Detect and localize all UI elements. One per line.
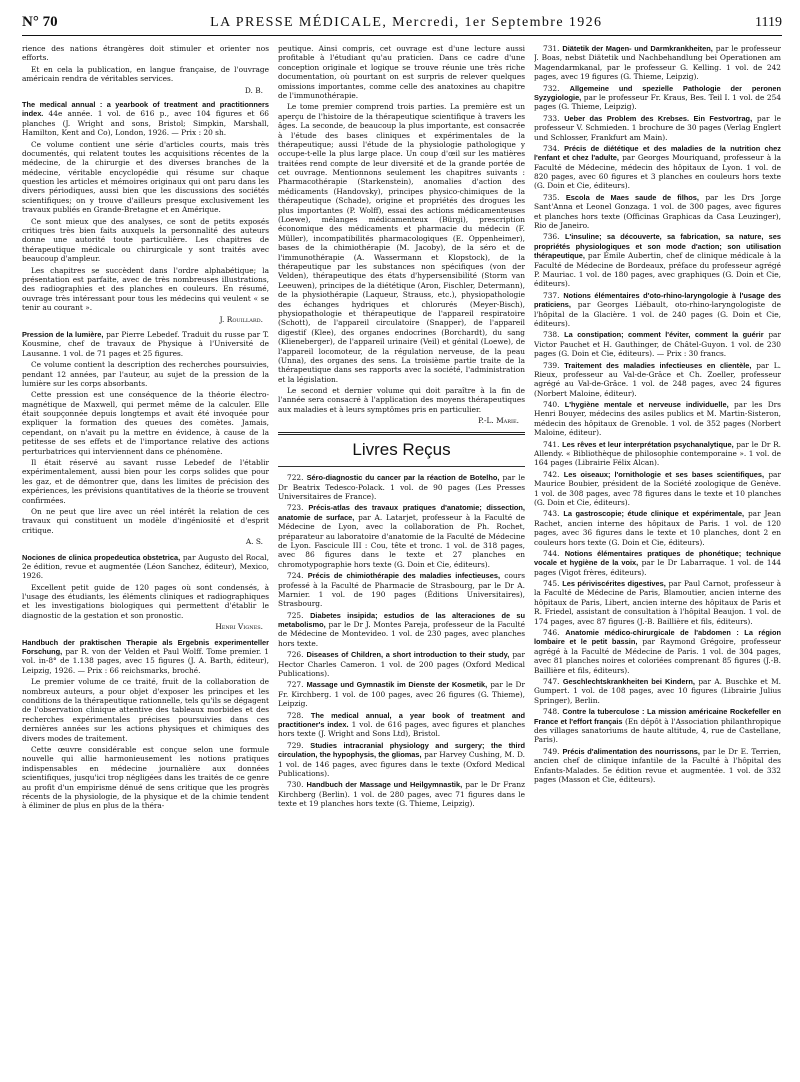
review-details: par R. von der Velden et Paul Wolff. Tome premier. 1 vol. in-8° de 1.138 pages, avec 15 figures (J. A. Barth, éditeur), Leipzig, 1926. — Prix : 66 reichsmarks, broché.: [22, 647, 269, 675]
entry-number: 727.: [287, 680, 304, 690]
entry-details: par le professeur Fr. Kraus, Bes. Teil I. 1 vol. de 254 pages (G. Thieme, Leipzig).: [534, 92, 781, 112]
entry-title: Diabetes insipida; estudios de las alteraciones de su metabolismo,: [278, 610, 525, 630]
book-entry: [534, 470, 781, 508]
paragraph: Et en cela la publication, en langue française, de l'ouvrage américain rendra de véritables services.: [22, 64, 269, 84]
entry-details: par le Dr J. Montes Pareja, professeur de la Faculté de Médecine de Montevideo. 1 vol. de 230 pages, avec planches hors texte.: [278, 620, 525, 648]
entry-details: par Hector Charles Cameron. 1 vol. de 200 pages (Oxford Medical Publications).: [278, 650, 525, 679]
section-divider: [278, 432, 525, 435]
review-paragraph: Cette œuvre considérable est conçue selon une formule nouvelle qui allie harmonieusement les notions pratiques indispensables en médecine journalière aux données scientifiques, jusqu'ici trop négligées dans les traités de ce genre au profit d'un empirisme dénué de sens critique que les progrès récents de la physiologie, de la physique et de la chimie tendent à éliminer de plus en plus de la théra-: [22, 744, 269, 811]
entry-title: La gastroscopie; étude clinique et expérimentale,: [563, 509, 745, 519]
entry-number: 749.: [543, 746, 560, 756]
entry-details: par le Dr Fr. Kirchberg. 1 vol. de 100 pages, avec 26 figures (G. Thieme), Leipzig.: [278, 680, 525, 709]
entry-number: 726.: [287, 650, 304, 660]
entry-number: 722.: [287, 473, 304, 483]
entry-title: Précis de chimiothérapie des maladies infectieuses,: [307, 571, 501, 581]
book-entry: [534, 144, 781, 191]
entry-title: Massage und Gymnastik im Dienste der Kosmetik,: [306, 680, 488, 690]
entry-details: cours professé à la Faculté de Pharmacie de Strasbourg, par le Dr A. Marnier. 1 vol. de 190 pages (Éditions Universitaires), Strasbourg.: [278, 571, 525, 609]
review-paragraph: Le premier volume de ce traité, fruit de la collaboration de nombreux auteurs, a pour objet d'exposer les principes et les conditions de la thérapeutique rationnelle, tels qu'ils se dégagent de l'observation clinique attentive des tableaux morbides et des recherches expérimentales précises poursuivies dans ces dernières années sur les actions physiques et chimiques des divers modes de traitement.: [22, 677, 269, 743]
book-entry: [278, 780, 525, 808]
entry-details: par Georges Mouriquand, professeur à la Faculté de Médecine, médecin des hôpitaux de Lyon. 1 vol. de 820 pages, avec 60 figures et 3 planches en couleurs hors texte (G. Doin et Cie, éditeurs).: [534, 153, 781, 191]
entry-title: Notions élémentaires pratiques de phonétique; technique vocale et hygiène de la voix,: [534, 548, 781, 568]
book-entry: [534, 44, 781, 82]
entry-title: Escola de Maes saude de filhos,: [565, 192, 699, 202]
book-entry: [534, 193, 781, 231]
review-signature: A. S.: [245, 537, 263, 547]
entry-title: Traitement des maladies infectieuses en clientèle,: [564, 360, 752, 370]
entry-details: par Raymond Grégoire, professeur agrégé à la Faculté de Médecine de Paris. 1 vol. de 304 pages, avec 81 planches noires et coloriées comprenant 85 figures (J.-B. Baillière et fils, éditeurs).: [534, 637, 781, 675]
column-reviews: [22, 44, 269, 1072]
entry-number: 745.: [543, 579, 560, 589]
book-entry: [534, 232, 781, 288]
review-title: The medical annual : a yearbook of treatment and practitionners index.: [22, 99, 269, 119]
columns: [22, 44, 782, 1072]
entry-title: The medical annual, a year book of treatment and practitioner's index.: [278, 710, 525, 729]
entry-details: par les Drs Jorge Sant'Anna et Leonel Gonzaga. 1 vol. de 300 pages, avec figures et planches hors texte (Officinas Graphicas da Casa Leuzinger), Rio de Janeiro.: [534, 192, 781, 231]
entry-details: par Jean Rachet, ancien interne des hôpitaux de Paris. 1 vol. de 120 pages, avec 36 figures dans le texte et 10 planches, dont 2 en couleurs hors texte (G. Doin et Cie, éditeurs).: [534, 509, 781, 547]
review-title: Handbuch der praktischen Therapie als Ergebnis experimenteller Forschung,: [22, 637, 269, 657]
entry-title: Studies intracranial physiology and surgery; the third circulation, the hypophysis, the gliomas,: [278, 740, 525, 760]
entry-details: par Paul Carnot, professeur à la Faculté de Médecine de Paris, Blamoutier, ancien interne des hôpitaux de Paris, Libert, ancien interne des hôpitaux de Paris et R. Friedel, assistant de consultation à l'hôpital Beaujon. 1 vol. de 174 pages, avec 87 figures (J.-B. Baillière et fils, éditeurs).: [534, 579, 781, 626]
paragraph: peutique. Ainsi compris, cet ouvrage est d'une lecture aussi profitable à l'étudiant qu'au praticien. Dans ce cadre d'une conception originale et logique se trouve réunie une très riche documentation, où pourtant on est surpris de relever quelques omissions importantes, comme celle des anatoxines au chapitre de l'immunothérapie.: [278, 44, 525, 100]
entry-number: 741.: [543, 439, 560, 449]
page-header: [22, 14, 782, 36]
review-details: 44e année. 1 vol. de 616 p., avec 104 figures et 66 planches (J. Wright and sons, Bristol; Simpkin, Marshall, Hamilton, Kent and Co), London, 1926. — Prix : 20 sh.: [22, 109, 269, 138]
entry-number: 731.: [543, 44, 560, 53]
entry-details: par les Drs Henri Bouyer, médecins des asiles publics et M. Martin-Sisteron, médecin des hôpitaux de Grenoble. 1 vol. de 352 pages (Norbert Maloine, éditeur).: [534, 400, 781, 438]
review-citation: [22, 553, 269, 581]
entry-number: 748.: [543, 707, 560, 717]
entry-number: 735.: [543, 192, 560, 202]
entry-details: par Harvey Cushing, M. D. 1 vol. de 146 pages, avec figures dans le texte (Oxford Medical Publications).: [278, 750, 525, 778]
review-item: [22, 553, 269, 632]
entry-details: par le Dr Beatrix Tedesco-Polack. 1 vol. de 90 pages (Les Presses Universitaires de France).: [278, 473, 525, 501]
entry-number: 734.: [543, 143, 560, 153]
review-title: Nociones de clinica propedeutica obstetrica,: [22, 552, 181, 562]
book-entry: [534, 549, 781, 577]
entry-details: par le Dr E. Terrien, ancien chef de clinique infantile de la Faculté à l'hôpital des Enfants-Malades. 5e édition revue et augmentée. 1 vol. de 332 pages (Masson et Cie, éditeurs).: [534, 746, 781, 784]
book-entry: [278, 711, 525, 739]
review-item: [22, 330, 269, 547]
review-paragraph: Excellent petit guide de 120 pages où sont condensés, à l'usage des étudiants, les éléments cliniques et radiographiques et les investigations biologiques qui permettent d'établir le diagnostic de la gestation et son pronostic.: [22, 582, 269, 620]
review-item: [22, 100, 269, 324]
entry-title: Diseases of Children, a short introduction to their study,: [306, 650, 510, 660]
book-entry: [534, 361, 781, 399]
paragraph: Le second et dernier volume qui doit paraître à la fin de l'année sera consacré à l'application des moyens thérapeutiques aux maladies et à leurs symptômes pris en particulier.: [278, 386, 525, 414]
book-entry: [534, 440, 781, 468]
entry-details: (En dépôt à l'Association philanthropique des villages sanatoriums de haute altitude, 4, rue de Castellane, Paris).: [534, 716, 781, 745]
entry-details: par le Dr Franz Kirchberg (Berlin). 1 vol. de 280 pages, avec 71 figures dans le texte et 19 planches hors texte (G. Thieme, Leipzig).: [278, 780, 525, 809]
entry-title: Les périviscérites digestives,: [562, 579, 666, 589]
entry-number: 747.: [543, 677, 560, 686]
entry-title: Diätetik der Magen- und Darmkrankheiten,: [562, 44, 713, 53]
column-reviews-continued: [278, 44, 525, 1072]
entry-details: par Victor Pauchet et H. Gauthinger, de Châtel-Guyon. 1 vol. de 230 pages (G. Doin et Cie, éditeurs). — Prix : 30 francs.: [534, 330, 781, 359]
entry-title: Précis de diététique et des maladies de la nutrition chez l'enfant et chez l'adulte,: [534, 143, 781, 163]
entry-details: par A. Buschke et M. Gumpert. 1 vol. de 108 pages, avec 10 figures (Librairie Julius Springer), Berlin.: [534, 677, 781, 705]
review-signature: J. Rouillard.: [219, 314, 263, 324]
review-citation: [22, 330, 269, 358]
page-number: 1119: [755, 15, 782, 30]
entry-title: Les rêves et leur interprétation psychanalytique,: [562, 439, 734, 449]
review-paragraph: Ce volume contient la description des recherches poursuivies, pendant 12 années, par l'auteur, au sujet de la pression de la lumière sur les corps absorbants.: [22, 360, 269, 388]
entry-details: par le professeur V. Schmieden. 1 brochure de 30 pages (Verlag Englert und Schlosser, Frankfurt am Main).: [534, 113, 781, 142]
entry-details: par Maurice Boubier, président de la Société zoologique de Genève. 1 vol. de 308 pages, avec 78 figures dans le texte et 10 planches (G. Doin et Cie, éditeurs).: [534, 469, 781, 507]
entry-title: Ueber das Problem des Krebses. Ein Festvortrag,: [564, 113, 753, 123]
entry-number: 738.: [543, 330, 560, 340]
entry-title: Notions élémentaires d'oto-rhino-laryngologie à l'usage des praticiens,: [534, 290, 781, 310]
book-entry: [534, 707, 781, 745]
entry-number: 736.: [543, 232, 560, 242]
entry-number: 740.: [543, 400, 560, 410]
entry-title: Allgemeine und spezielle Pathologie der peronen Syzygiologie,: [534, 83, 781, 102]
entry-title: L'insuline; sa découverte, sa fabrication, sa nature, ses propriétés physiologiques et son mode d'action; son utilisation thérapeutique,: [534, 232, 781, 261]
book-entry: [534, 330, 781, 358]
book-entry: [278, 571, 525, 609]
entry-title: L'hygiène mentale et nerveuse individuelle,: [564, 400, 729, 410]
section-divider: [278, 466, 525, 467]
entry-number: 728.: [287, 710, 304, 720]
review-details: par Pierre Lebedef. Traduit du russe par T. Kousmine, chef de travaux de Physique à l'Université de Lausanne. 1 vol. de 71 pages et 25 figures.: [22, 329, 269, 358]
entry-details: par le professeur J. Boas, nebst Diätetik und Nachbehandlung bei Operationen am Magendarmkanal, par le professeur G. Kelling. 1 vol. de 242 pages, avec 19 figures (G. Thieme, Leipzig).: [534, 44, 781, 82]
book-entry: [534, 509, 781, 547]
book-entry: [534, 114, 781, 142]
review-title: Pression de la lumière,: [22, 329, 104, 339]
entry-title: Précis d'alimentation des nourrissons,: [562, 746, 700, 756]
book-entry: [278, 680, 525, 708]
entry-details: par le Dr Labarraque. 1 vol. de 144 pages (Vigot frères, éditeurs).: [534, 558, 781, 577]
entry-details: par Émile Aubertin, chef de clinique médicale à la Faculté de Médecine de Bordeaux, préface du professeur agrégé P. Mauriac. 1 vol. de 180 pages, avec graphiques (G. Doin et Cie, éditeurs).: [534, 251, 781, 289]
entry-title: La constipation; comment l'éviter, comment la guérir: [564, 330, 764, 340]
review-paragraph: Ce sont mieux que des analyses, ce sont de petits exposés critiques très bien faits auxquels la personnalité des auteurs donne une autorité toute particulière. Les chapitres de thérapeutique médicale ou chirurgicale y sont traités avec beaucoup d'ampleur.: [22, 216, 269, 264]
book-entry: [534, 291, 781, 329]
review-paragraph: Cette pression est une conséquence de la théorie électro-magnétique de Maxwell, qui permet même de la calculer. Elle était soupçonnée depuis longtemps et avait été invoquée pour expliquer la formation des queues des comètes. Jamais, cependant, on n'avait pu la mettre en évidence, à cause de la petitesse de ses effets et de l'importance relative des actions perturbatrices qui interviennent dans ce phénomène.: [22, 390, 269, 456]
journal-title: LA PRESSE MÉDICALE, Mercredi, 1er Septembre 1926: [210, 15, 603, 30]
entry-details: par le Dr R. Allendy. « Bibliothèque de philosophie contemporaine ». 1 vol. de 164 pages (Librairie Félix Alcan).: [534, 439, 781, 468]
entry-number: 729.: [287, 740, 304, 750]
entry-number: 737.: [543, 290, 560, 300]
review-paragraph: Ce volume contient une série d'articles courts, mais très documentés, qui relatent toutes les acquisitions récentes de la médecine, de la chirurgie et des diverses branches de la médecine, véritable encyclopédie qui résume sur chaque question les articles et mémoires originaux qui ont paru dans les divers périodiques, aussi bien que les discussions des sociétés scientifiques; on y trouve d'ailleurs presque exclusivement les travaux publiés en Grande-Bretagne et en Amérique.: [22, 139, 269, 215]
entry-title: Précis-atlas des travaux pratiques d'anatomie; dissection, anatomie de surface,: [278, 503, 525, 522]
entry-details: par L. Rieux, professeur au Val-de-Grâce et Ch. Zoeller, professeur agrégé au Val-de-Grâce. 1 vol. de 248 pages, avec 24 figures (Norbert Maloine, éditeur).: [534, 360, 781, 398]
entry-number: 743.: [543, 509, 560, 519]
book-entry: [534, 677, 781, 705]
paragraph: rience des nations étrangères doit stimuler et orienter nos efforts.: [22, 44, 269, 63]
entry-title: Les oiseaux; l'ornithologie et ses bases scientifiques,: [563, 469, 765, 479]
entry-number: 746.: [543, 628, 560, 638]
book-entry: [534, 628, 781, 675]
book-entry: [534, 400, 781, 438]
review-signature: D. B.: [244, 85, 263, 95]
entry-number: 742.: [543, 469, 560, 479]
review-item: [22, 638, 269, 811]
entry-details: par Georges Liébault, oto-rhino-laryngologiste de l'hôpital de la Glacière. 1 vol. de 240 pages (G. Doin et Cie, éditeurs).: [534, 300, 781, 328]
review-signature: P.-L. Marie.: [478, 416, 519, 426]
book-entry: [278, 473, 525, 501]
book-entry: [534, 579, 781, 626]
book-entry: [278, 741, 525, 779]
entry-number: 725.: [287, 610, 304, 620]
entry-number: 723.: [287, 503, 304, 513]
review-paragraph: On ne peut que lire avec un réel intérêt la relation de ces travaux qui constituent un modèle d'ingéniosité et d'esprit critique.: [22, 506, 269, 535]
entry-number: 724.: [287, 571, 304, 581]
entry-number: 733.: [543, 113, 560, 123]
review-paragraph: Les chapitres se succèdent dans l'ordre alphabétique; la présentation est parfaite, avec de très nombreuses illustrations, des radiographies et des planches en couleurs. En résumé, ouvrage très intéressant pour tous les médecins qui veulent « se tenir au courant ».: [22, 265, 269, 313]
entry-title: Geschlechtskrankheiten bei Kindern,: [562, 677, 695, 686]
entry-number: 739.: [543, 360, 560, 370]
paragraph: Le tome premier comprend trois parties. La première est un aperçu de l'histoire de la thérapeutique scientifique à travers les âges. La seconde, de beaucoup la plus importante, est consacrée à l'étude des bases cliniques et expérimentales de la thérapeutique; aussi l'étude de la physiologie pathologique y occupe-t-elle la plus large place. Un coup d'œil sur les matières traitées rend compte de leur diversité et de la grande portée de cet ouvrage. Mentionnons seulement les chapitres suivants : Pharmacothérapie (Starkenstein), anomalies d'action des médicaments (Handovsky), principes physico-chimiques de la thérapeutique (Schade), origine et propriétés des drogues les plus importantes (P. Wolff), essai des actions médicamenteuses (Loewe), mélanges médicamenteux (Bürgi), prescription économique des médicaments et pharmacie du médecin (F. Müller), incompatibilités pharmacologiques (E. Oppenheimer), bases de la chimiothérapie (M. Jacoby), de la séro et de l'immunothérapie (A. Wassermann et Klopstock), de la thérapeutique par les substances non spécifiques (von der Velden), thérapeutique des états d'hypersensibilité (Storm van Leeuwen), principes de la diététique (Aron, Fischler, Determann), de la physiothérapie (Laqueur, Strauss, etc.), physiopathologie des échanges hydriques et chlorurés (Meyer-Bisch), physiopathologie et thérapeutique de l'appareil respiratoire (Schott), de l'appareil circulatoire (Snapper), de l'appareil digestif (Klee), des organes endocrines (Borchardt), du sang (Klieneberger), de l'appareil urinaire (Veil) et génital (Loewe), de l'appareil locomoteur, de la régulation nerveuse, de la peau (Unna), des organes des sens. La troisième partie traite de la thérapeutique dans ses rapports avec la société, l'administration et la législation.: [278, 102, 525, 384]
book-entry: [278, 650, 525, 678]
section-title: Livres Reçus: [352, 439, 451, 459]
entry-details: par A. Latarjet, professeur à la Faculté de Médecine de Lyon, avec la collaboration de Ph. Rochet, préparateur au laboratoire d'anatomie de la Faculté de Médecine de Lyon. Fascicule III : Cou, tête et tronc. 1 vol. de 318 pages, avec 86 figures dans le texte et 27 planches en chromotypographie hors texte (G. Doin et Cie, éditeurs).: [278, 512, 525, 569]
entry-number: 744.: [543, 548, 560, 558]
entry-number: 730.: [287, 780, 304, 790]
book-entry: [278, 611, 525, 649]
review-details: par Augusto del Rocal, 2e édition, revue et augmentée (Léon Sanchez, éditeur), Mexico, 1926.: [22, 552, 269, 581]
entry-title: Séro-diagnostic du cancer par la réaction de Botelho,: [306, 473, 500, 483]
issue-number: N° 70: [22, 14, 58, 30]
book-entry: [534, 84, 781, 112]
review-signature: Henri Vignes.: [215, 622, 263, 632]
review-citation: [22, 100, 269, 138]
column-books-received: [534, 44, 781, 1072]
entry-title: Handbuch der Massage und Heilgymnastik,: [306, 780, 463, 790]
entry-number: 732.: [543, 83, 560, 93]
review-paragraph: Il était réservé au savant russe Lebedef de l'établir expérimentalement, aussi bien pour les corps solides que pour les gaz, et de démontrer que, dans les limites de précision des expériences, les prévisions quantitatives de la théorie se trouvent confirmées.: [22, 458, 269, 505]
entry-title: Anatomie médico-chirurgicale de l'abdomen : La région lombaire et le petit bassin,: [534, 628, 781, 647]
entry-title: Contre la tuberculose : La mission américaine Rockefeller en France et l'effort français: [534, 707, 781, 726]
review-citation: [22, 638, 269, 676]
book-entry: [534, 747, 781, 785]
book-entry: [278, 503, 525, 569]
entry-details: 1 vol. de 616 pages, avec figures et planches hors texte (J. Wright and Sons Ltd), Bristol.: [278, 719, 525, 739]
